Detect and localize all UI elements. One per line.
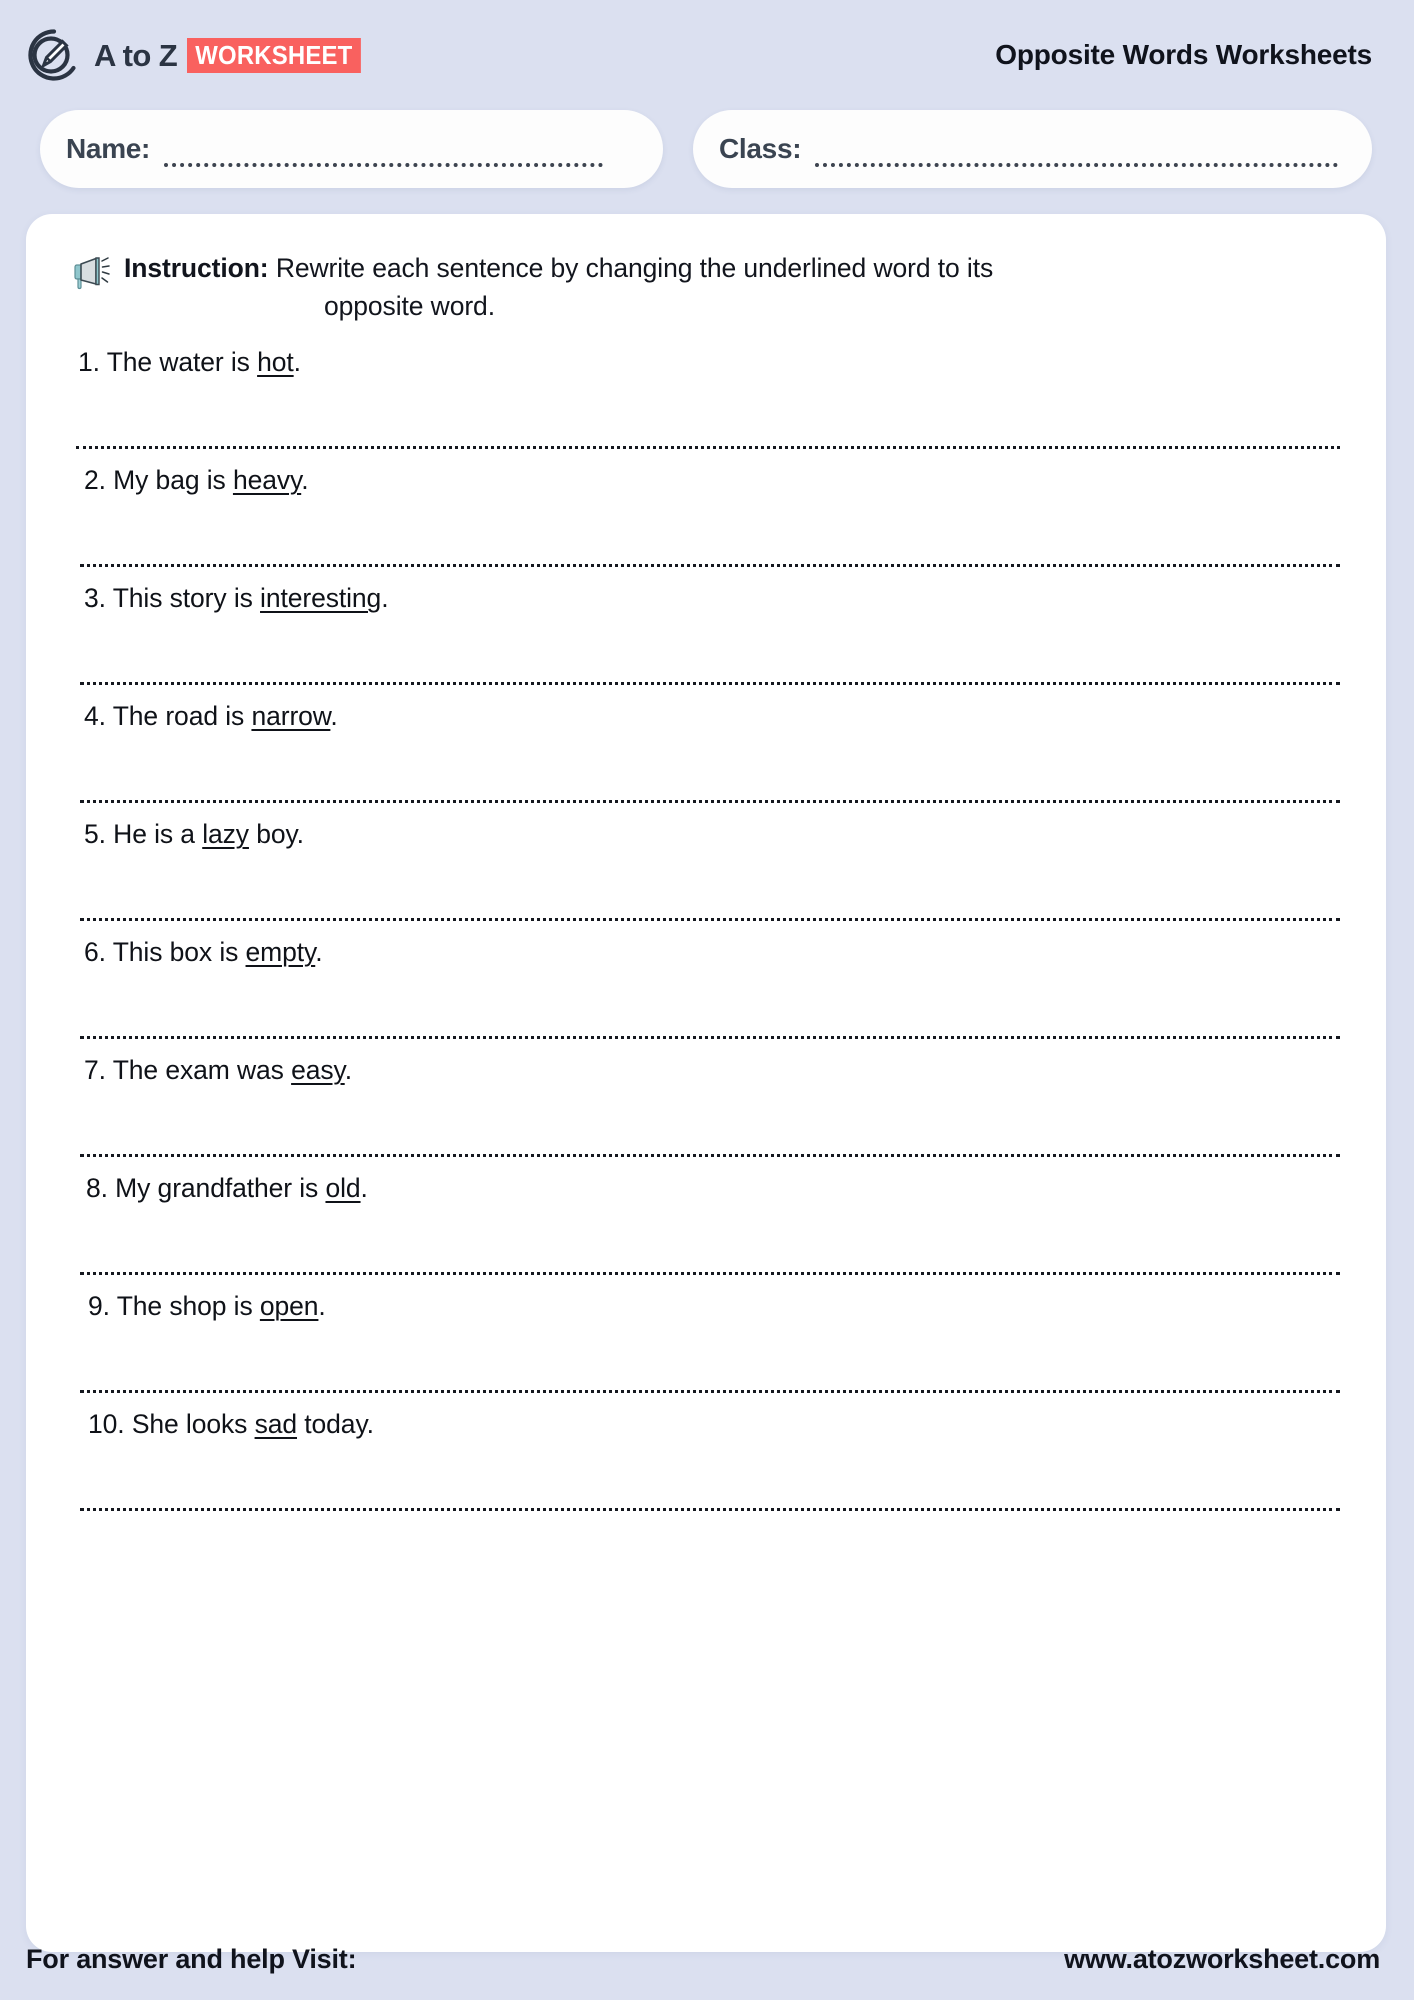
question-number: 2.	[84, 465, 106, 496]
question-item	[70, 1169, 1342, 1287]
class-input[interactable]	[815, 143, 1338, 167]
question-text	[70, 1051, 1342, 1087]
underlined-word: narrow	[251, 701, 331, 732]
underlined-word: easy	[291, 1055, 345, 1086]
question-number: 4.	[84, 701, 106, 732]
question-text	[70, 579, 1342, 615]
question-number: 9.	[88, 1291, 110, 1322]
answer-line[interactable]	[80, 1154, 1340, 1157]
underlined-word: open	[259, 1291, 319, 1322]
instruction-label: Instruction:	[124, 253, 269, 283]
question-text	[70, 461, 1342, 497]
underlined-word: hot	[257, 347, 294, 378]
answer-line[interactable]	[80, 1390, 1340, 1393]
answer-line[interactable]	[80, 1272, 1340, 1275]
pen-in-circle-logo-icon	[26, 27, 82, 83]
question-item	[70, 815, 1342, 933]
question-item	[70, 1051, 1342, 1169]
instruction-text	[124, 250, 993, 325]
underlined-word: heavy	[232, 465, 302, 496]
question-text	[70, 815, 1342, 851]
footer-help-text: For answer and help Visit:	[26, 1943, 357, 1974]
question-text-before: This story is	[112, 583, 261, 614]
question-text	[70, 697, 1342, 733]
question-text-after: .	[318, 1291, 326, 1322]
answer-line[interactable]	[80, 800, 1340, 803]
question-item	[70, 579, 1342, 697]
question-item	[70, 933, 1342, 1051]
question-text	[70, 1287, 1342, 1323]
question-text-before: My grandfather is	[115, 1173, 326, 1204]
question-number: 3.	[84, 583, 106, 614]
instruction-line-1: Rewrite each sentence by changing the underlined word to its	[275, 253, 994, 283]
question-text-before: The water is	[106, 347, 258, 378]
answer-line[interactable]	[80, 682, 1340, 685]
question-text	[70, 343, 1342, 379]
name-label: Name:	[66, 133, 151, 164]
question-number: 6.	[84, 937, 106, 968]
instruction-line-2: opposite word.	[324, 290, 495, 321]
question-text-after: boy.	[248, 819, 304, 850]
name-input[interactable]	[164, 143, 603, 167]
answer-line[interactable]	[80, 564, 1340, 567]
brand-worksheet-badge: WORKSHEET	[187, 38, 361, 73]
question-item	[70, 343, 1342, 461]
brand-logo[interactable]	[26, 27, 376, 83]
question-text	[70, 1405, 1342, 1441]
question-text	[70, 1169, 1342, 1205]
question-text-after: .	[381, 583, 389, 614]
underlined-word: empty	[245, 937, 316, 968]
question-text-after: .	[315, 937, 323, 968]
question-text-after: .	[344, 1055, 352, 1086]
megaphone-icon	[72, 256, 112, 290]
question-number: 7.	[84, 1055, 106, 1086]
answer-line[interactable]	[76, 446, 1340, 449]
question-item	[70, 697, 1342, 815]
question-item	[70, 1287, 1342, 1405]
underlined-word: lazy	[202, 819, 249, 850]
question-text-after: .	[301, 465, 309, 496]
page-footer	[0, 1930, 1414, 2000]
question-item	[70, 461, 1342, 579]
question-text-after: .	[360, 1173, 368, 1204]
answer-line[interactable]	[80, 1508, 1340, 1511]
student-info-bar	[0, 110, 1414, 188]
question-text-after: today.	[297, 1409, 374, 1440]
underlined-word: old	[325, 1173, 361, 1204]
question-text-after: .	[293, 347, 301, 378]
question-text-before: The road is	[112, 701, 252, 732]
answer-line[interactable]	[80, 1036, 1340, 1039]
question-text-before: She looks	[131, 1409, 255, 1440]
answer-line[interactable]	[80, 918, 1340, 921]
name-field-card[interactable]	[40, 110, 663, 188]
question-number: 1.	[78, 347, 100, 378]
question-text-before: The exam was	[112, 1055, 292, 1086]
question-text-before: The shop is	[116, 1291, 260, 1322]
brand-name-text: A to Z	[94, 37, 178, 73]
question-text-after: .	[330, 701, 338, 732]
footer-website-link[interactable]: www.atozworksheet.com	[1064, 1943, 1380, 1974]
question-list	[62, 343, 1350, 1523]
page-title: Opposite Words Worksheets	[995, 39, 1372, 70]
question-text-before: He is a	[113, 819, 203, 850]
worksheet-sheet	[26, 214, 1386, 1952]
instruction-block	[62, 242, 1350, 325]
underlined-word: sad	[254, 1409, 297, 1440]
question-item	[70, 1405, 1342, 1523]
question-text	[70, 933, 1342, 969]
underlined-word: interesting	[260, 583, 382, 614]
class-label: Class:	[719, 133, 802, 164]
question-number: 10.	[88, 1409, 125, 1440]
class-field-card[interactable]	[693, 110, 1372, 188]
question-text-before: This box is	[112, 937, 246, 968]
page-header	[0, 0, 1414, 110]
question-number: 5.	[84, 819, 106, 850]
question-number: 8.	[86, 1173, 108, 1204]
question-text-before: My bag is	[113, 465, 233, 496]
